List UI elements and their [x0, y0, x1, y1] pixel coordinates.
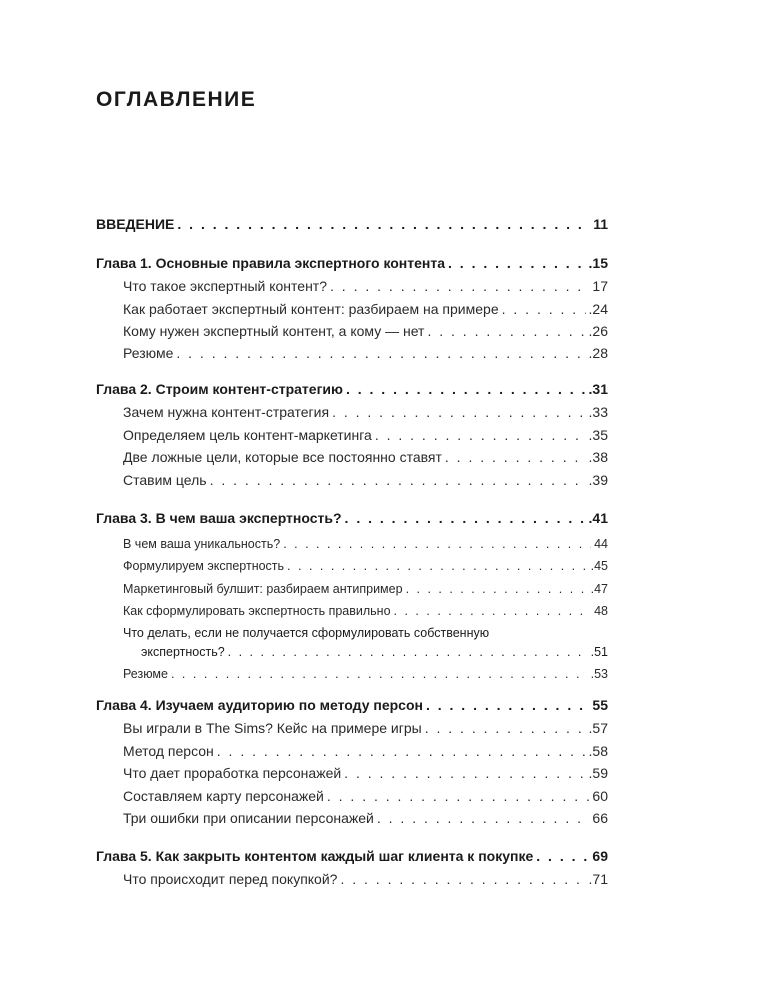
- page-title: ОГЛАВЛЕНИЕ: [96, 88, 257, 111]
- dot-leader: [177, 216, 590, 232]
- toc-page-number: 11: [593, 216, 608, 232]
- dot-leader: [283, 537, 591, 551]
- toc-title: Ставим цель: [123, 472, 207, 488]
- dot-leader: [171, 667, 588, 681]
- toc-item[interactable]: [123, 720, 608, 736]
- toc-page-number: .24: [588, 301, 608, 317]
- dot-leader: [287, 559, 588, 573]
- toc-item[interactable]: [123, 323, 608, 339]
- toc-page-number: .41: [588, 510, 608, 526]
- toc-page-number: 69: [592, 848, 608, 864]
- toc-item[interactable]: [123, 788, 608, 804]
- toc-page-number: .39: [588, 472, 608, 488]
- toc-chapter-5[interactable]: [96, 848, 608, 864]
- toc-title: Как сформулировать экспертность правильно: [123, 604, 391, 618]
- toc-page-number: 17: [592, 278, 608, 294]
- toc-title: Метод персон: [123, 743, 214, 759]
- toc-chapter-1[interactable]: [96, 255, 608, 271]
- toc-page-number: .47: [590, 582, 608, 596]
- toc-intro[interactable]: [96, 216, 608, 232]
- toc-item-long-title[interactable]: Что делать, если не получается сформулировать собственную: [123, 626, 490, 640]
- dot-leader: [375, 427, 586, 443]
- toc-item[interactable]: [123, 404, 608, 420]
- toc-item[interactable]: [123, 582, 608, 596]
- toc-title: ВВЕДЕНИЕ: [96, 216, 175, 232]
- toc-item[interactable]: [123, 427, 608, 443]
- dot-leader: [448, 255, 586, 271]
- toc-chapter-3[interactable]: [96, 510, 608, 526]
- toc-title: Что такое экспертный контент?: [123, 278, 328, 294]
- toc-item[interactable]: [123, 559, 608, 573]
- toc-title: Три ошибки при описании персонажей: [123, 810, 374, 826]
- toc-item[interactable]: [123, 604, 608, 618]
- toc-page-number: .15: [588, 255, 608, 271]
- toc-item[interactable]: [123, 301, 608, 317]
- toc-item[interactable]: [123, 871, 608, 887]
- toc-page-number: 48: [594, 604, 608, 618]
- toc-page-number: .59: [588, 765, 608, 781]
- dot-leader: [425, 720, 586, 736]
- toc-title: Маркетинговый булшит: разбираем антипример: [123, 582, 403, 596]
- toc-page-number: .53: [590, 667, 608, 681]
- toc-title: Резюме: [123, 667, 168, 681]
- toc-title: экспертность?: [141, 645, 225, 659]
- dot-leader: [377, 810, 590, 826]
- dot-leader: [426, 697, 589, 713]
- dot-leader: [217, 743, 586, 759]
- toc-page-number: .33: [588, 404, 608, 420]
- toc-page-number: .38: [588, 449, 608, 465]
- toc-title: Глава 5. Как закрыть контентом каждый шаг клиента к покупке: [96, 848, 534, 864]
- toc-title: Кому нужен экспертный контент, а кому — нет: [123, 323, 425, 339]
- toc-chapter-2[interactable]: [96, 381, 608, 397]
- toc-page-number: .35: [588, 427, 608, 443]
- toc-item[interactable]: [123, 472, 608, 488]
- dot-leader: [330, 278, 589, 294]
- toc-item[interactable]: [123, 667, 608, 681]
- toc-title: Вы играли в The Sims? Кейс на примере игры: [123, 720, 422, 736]
- toc-item[interactable]: [123, 743, 608, 759]
- toc-page-number: .57: [588, 720, 608, 736]
- toc-page-number: 44: [594, 537, 608, 551]
- toc-title: Глава 2. Строим контент-стратегию: [96, 381, 343, 397]
- toc-title: Зачем нужна контент-стратегия: [123, 404, 330, 420]
- dot-leader: [210, 472, 586, 488]
- dot-leader: [327, 788, 590, 804]
- toc-title: Формулируем экспертность: [123, 559, 285, 573]
- dot-leader: [502, 301, 586, 317]
- toc-title: Составляем карту персонажей: [123, 788, 324, 804]
- toc-item[interactable]: [123, 345, 608, 361]
- toc-page-number: .51: [590, 645, 608, 659]
- dot-leader: [340, 871, 585, 887]
- toc-page-number: .45: [590, 559, 608, 573]
- toc-title: Две ложные цели, которые все постоянно ставят: [123, 449, 442, 465]
- toc-page-number: 60: [592, 788, 608, 804]
- toc-item[interactable]: [123, 278, 608, 294]
- dot-leader: [406, 582, 588, 596]
- dot-leader: [332, 404, 585, 420]
- toc-item[interactable]: [123, 449, 608, 465]
- toc-title: В чем ваша уникальность?: [123, 537, 281, 551]
- dot-leader: [344, 765, 585, 781]
- toc-page-number: .28: [588, 345, 608, 361]
- toc-title: Резюме: [123, 345, 174, 361]
- toc-item[interactable]: [123, 810, 608, 826]
- dot-leader: [345, 510, 586, 526]
- toc-title: Глава 1. Основные правила экспертного контента: [96, 255, 446, 271]
- toc-page-number: 66: [592, 810, 608, 826]
- dot-leader: [176, 345, 585, 361]
- toc-page-number: .31: [588, 381, 608, 397]
- toc-title: Как работает экспертный контент: разбираем на примере: [123, 301, 499, 317]
- toc-page-number: 55: [592, 697, 608, 713]
- toc-page-number: .71: [588, 871, 608, 887]
- toc-title: Глава 3. В чем ваша экспертность?: [96, 510, 342, 526]
- toc-page-number: .58: [588, 743, 608, 759]
- dot-leader: [228, 645, 588, 659]
- dot-leader: [445, 449, 586, 465]
- toc-item[interactable]: [123, 765, 608, 781]
- dot-leader: [346, 381, 586, 397]
- toc-title: Что происходит перед покупкой?: [123, 871, 338, 887]
- toc-chapter-4[interactable]: [96, 697, 608, 713]
- toc-title: Определяем цель контент-маркетинга: [123, 427, 372, 443]
- toc-item-long-continuation[interactable]: [123, 645, 608, 659]
- toc-page-number: .26: [588, 323, 608, 339]
- toc-title: Глава 4. Изучаем аудиторию по методу персон: [96, 697, 423, 713]
- dot-leader: [427, 323, 585, 339]
- dot-leader: [536, 848, 589, 864]
- toc-item[interactable]: [123, 537, 608, 551]
- toc-title: Что дает проработка персонажей: [123, 765, 342, 781]
- dot-leader: [394, 604, 592, 618]
